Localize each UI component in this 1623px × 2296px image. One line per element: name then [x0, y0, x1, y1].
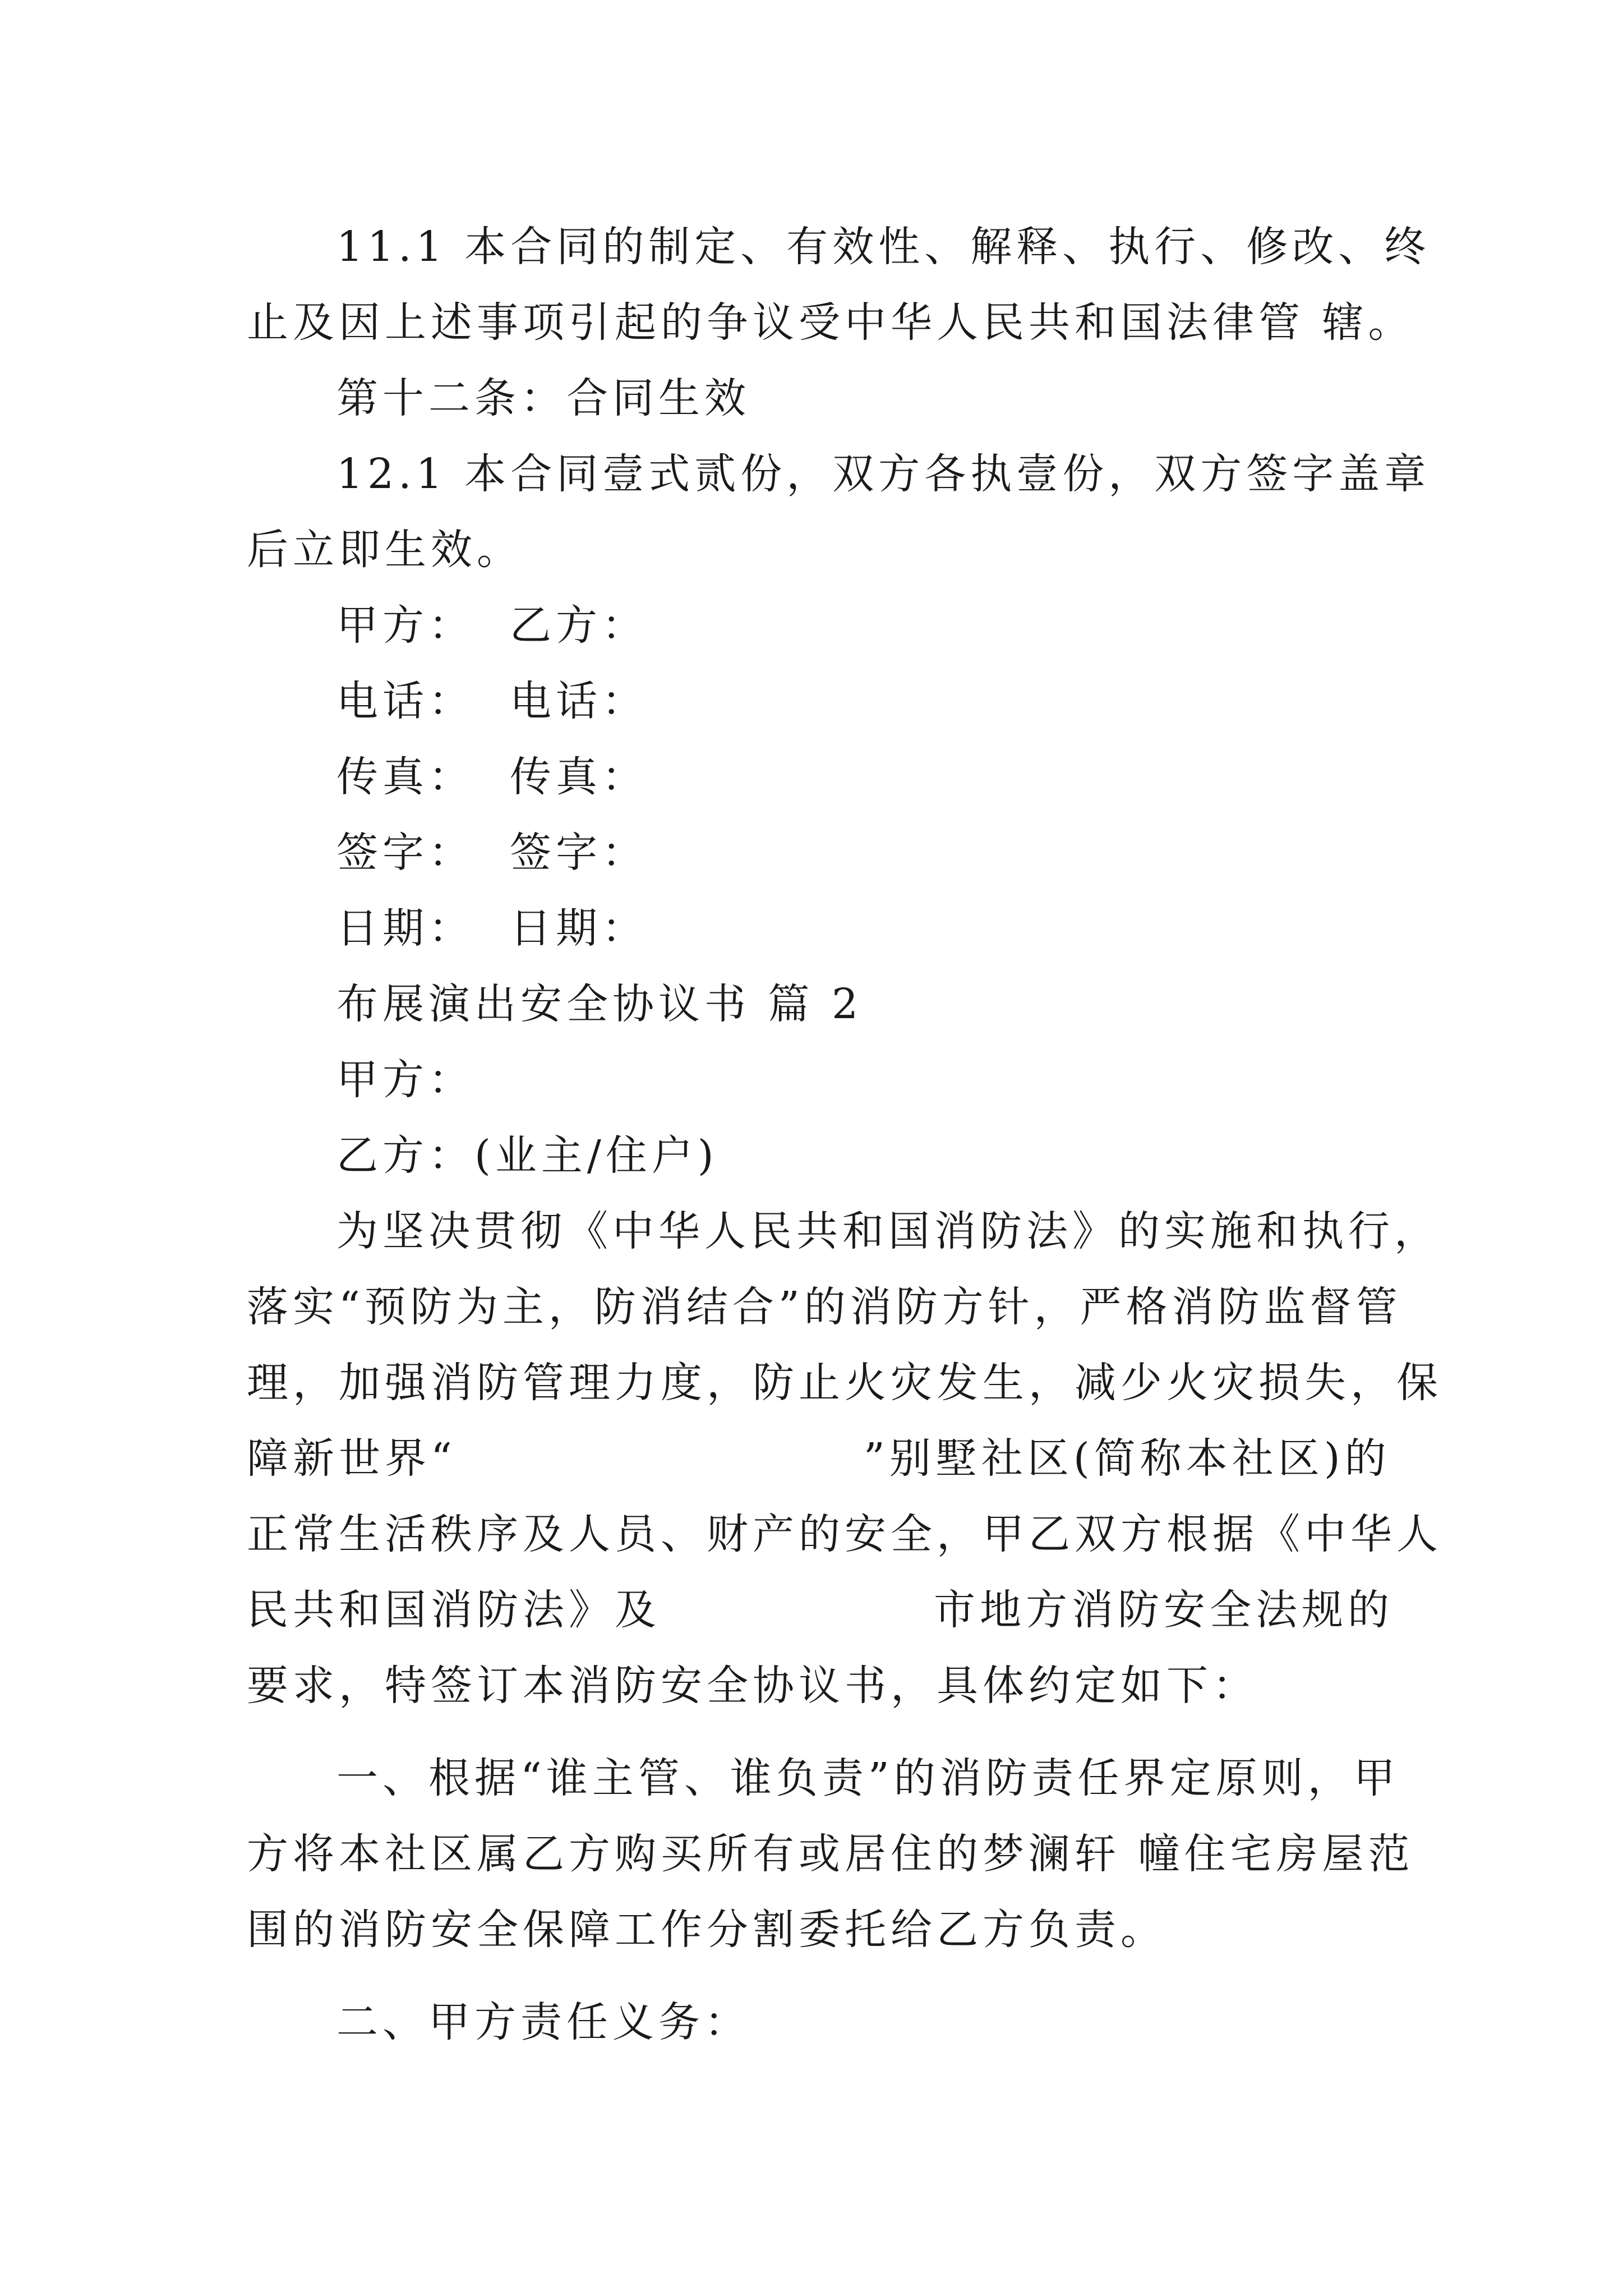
clause-11-1-line-1: 11.1 本合同的制定、有效性、解释、执行、修改、终 [336, 223, 1431, 271]
preamble-line-4-left: 障新世界“ [247, 1434, 457, 1483]
item-1-line-3: 围的消防安全保障工作分割委托给乙方负责。 [247, 1906, 1166, 1954]
clause-11-1-line-2: 止及因上述事项引起的争议受中华人民共和国法律管 辖。 [247, 298, 1414, 347]
item-2-heading: 二、甲方责任义务： [336, 1998, 750, 2046]
article-12-heading: 第十二条：合同生效 [336, 374, 750, 422]
party-b-line: 乙方：(业主/住户) [336, 1131, 718, 1180]
preamble-line-4-right: ”别墅社区(简称本社区)的 [864, 1434, 1391, 1483]
clause-12-1-line-1: 12.1 本合同壹式贰份，双方各执壹份，双方签字盖章 [336, 450, 1431, 498]
item-1-line-2: 方将本社区属乙方购买所有或居住的梦澜轩 幢住宅房屋范 [247, 1830, 1414, 1878]
preamble-line-1: 为坚决贯彻《中华人民共和国消防法》的实施和执行， [336, 1207, 1440, 1255]
preamble-line-7: 要求，特签订本消防安全协议书，具体约定如下： [247, 1662, 1258, 1710]
section-title: 布展演出安全协议书 篇 2 [336, 980, 863, 1028]
signature-line: 签字： 签字： [336, 829, 648, 877]
date-line: 日期： 日期： [336, 904, 648, 953]
preamble-line-5: 正常生活秩序及人员、财产的安全，甲乙双方根据《中华人 [247, 1510, 1442, 1558]
preamble-line-6-left: 民共和国消防法》及 [247, 1586, 661, 1634]
party-a-line: 甲方： [336, 1056, 474, 1104]
preamble-line-6-right: 市地方消防安全法规的 [934, 1586, 1394, 1634]
preamble-line-2: 落实“预防为主，防消结合”的消防方针，严格消防监督管 [247, 1283, 1402, 1331]
party-line: 甲方： 乙方： [336, 601, 648, 650]
clause-12-1-line-2: 后立即生效。 [247, 526, 523, 574]
item-1-line-1: 一、根据“谁主管、谁负责”的消防责任界定原则，甲 [336, 1754, 1400, 1802]
preamble-line-3: 理，加强消防管理力度，防止火灾发生，减少火灾损失，保 [247, 1359, 1442, 1407]
fax-line: 传真： 传真： [336, 753, 648, 801]
phone-line: 电话： 电话： [336, 677, 648, 725]
